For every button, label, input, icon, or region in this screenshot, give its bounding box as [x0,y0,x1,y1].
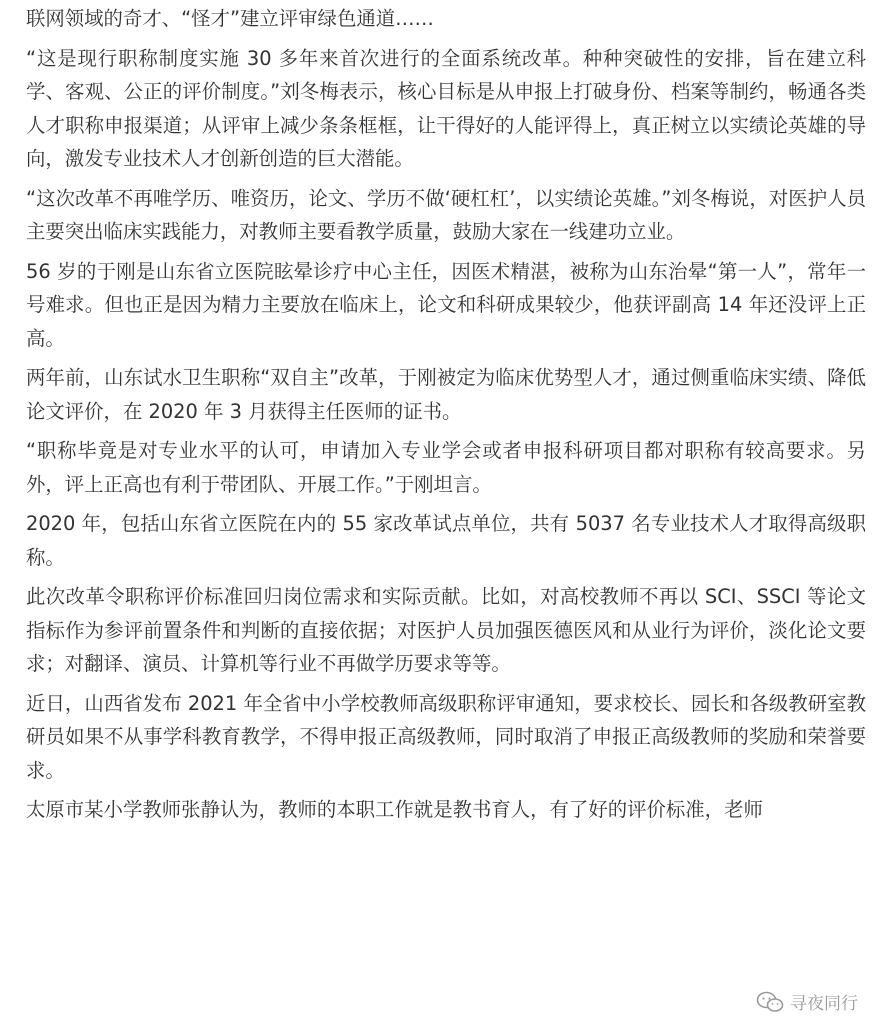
paragraph-3: “这次改革不再唯学历、唯资历，论文、学历不做‘硬杠杠’，以实绩论英雄。”刘冬梅说，对医护人员主要突出临床实践能力，对教师主要看教学质量，鼓励大家在一线建功立业。 [26,186,866,243]
paragraph-7: 2020 年，包括山东省立医院在内的 55 家改革试点单位，共有 5037 名专业技术人才取得高级职称。 [26,512,866,569]
watermark-text: 寻夜同行 [790,994,858,1014]
paragraph-10: 太原市某小学教师张静认为，教师的本职工作就是教书育人，有了好的评价标准，老师 [26,798,763,821]
wechat-icon [756,991,784,1013]
paragraph-2: “这是现行职称制度实施 30 多年来首次进行的全面系统改革。种种突破性的安排，旨在建立科学、客观、公正的评价制度。”刘冬梅表示，核心目标是从申报上打破身份、档案等制约，畅通各类人才职称申报渠道；从评审上减少条条框框，让干得好的人能评得上，真正树立以实绩论英雄的导向，激发专业技术人才创新创造的巨大潜能。 [26,46,866,170]
paragraph-5: 两年前，山东试水卫生职称“双自主”改革，于刚被定为临床优势型人才，通过侧重临床实绩、降低论文评价，在 2020 年 3 月获得主任医师的证书。 [26,366,866,423]
paragraph-4: 56 岁的于刚是山东省立医院眩晕诊疗中心主任，因医术精湛，被称为山东治晕“第一人”，常年一号难求。但也正是因为精力主要放在临床上，论文和科研成果较少，他获评副高 14 年还没评上正高。 [26,259,866,350]
paragraph-6: “职称毕竟是对专业水平的认可，申请加入专业学会或者申报科研项目都对职称有较高要求。另外，评上正高也有利于带团队、开展工作。”于刚坦言。 [26,439,866,496]
paragraph-1: 联网领域的奇才、“怪才”建立评审绿色通道…… [26,7,434,30]
paragraph-8: 此次改革令职称评价标准回归岗位需求和实际贡献。比如，对高校教师不再以 SCI、SSCI 等论文指标作为参评前置条件和判断的直接依据；对医护人员加强医德医风和从业行为评价，淡化论文要求；对翻译、演员、计算机等行业不再做学历要求等等。 [26,585,866,675]
article-body [26,2,866,833]
paragraph-9: 近日，山西省发布 2021 年全省中小学校教师高级职称评审通知，要求校长、园长和各级教研室教研员如果不从事学科教育教学，不得申报正高级教师，同时取消了申报正高级教师的奖励和荣誉要求。 [26,691,866,782]
watermark [752,987,864,1016]
